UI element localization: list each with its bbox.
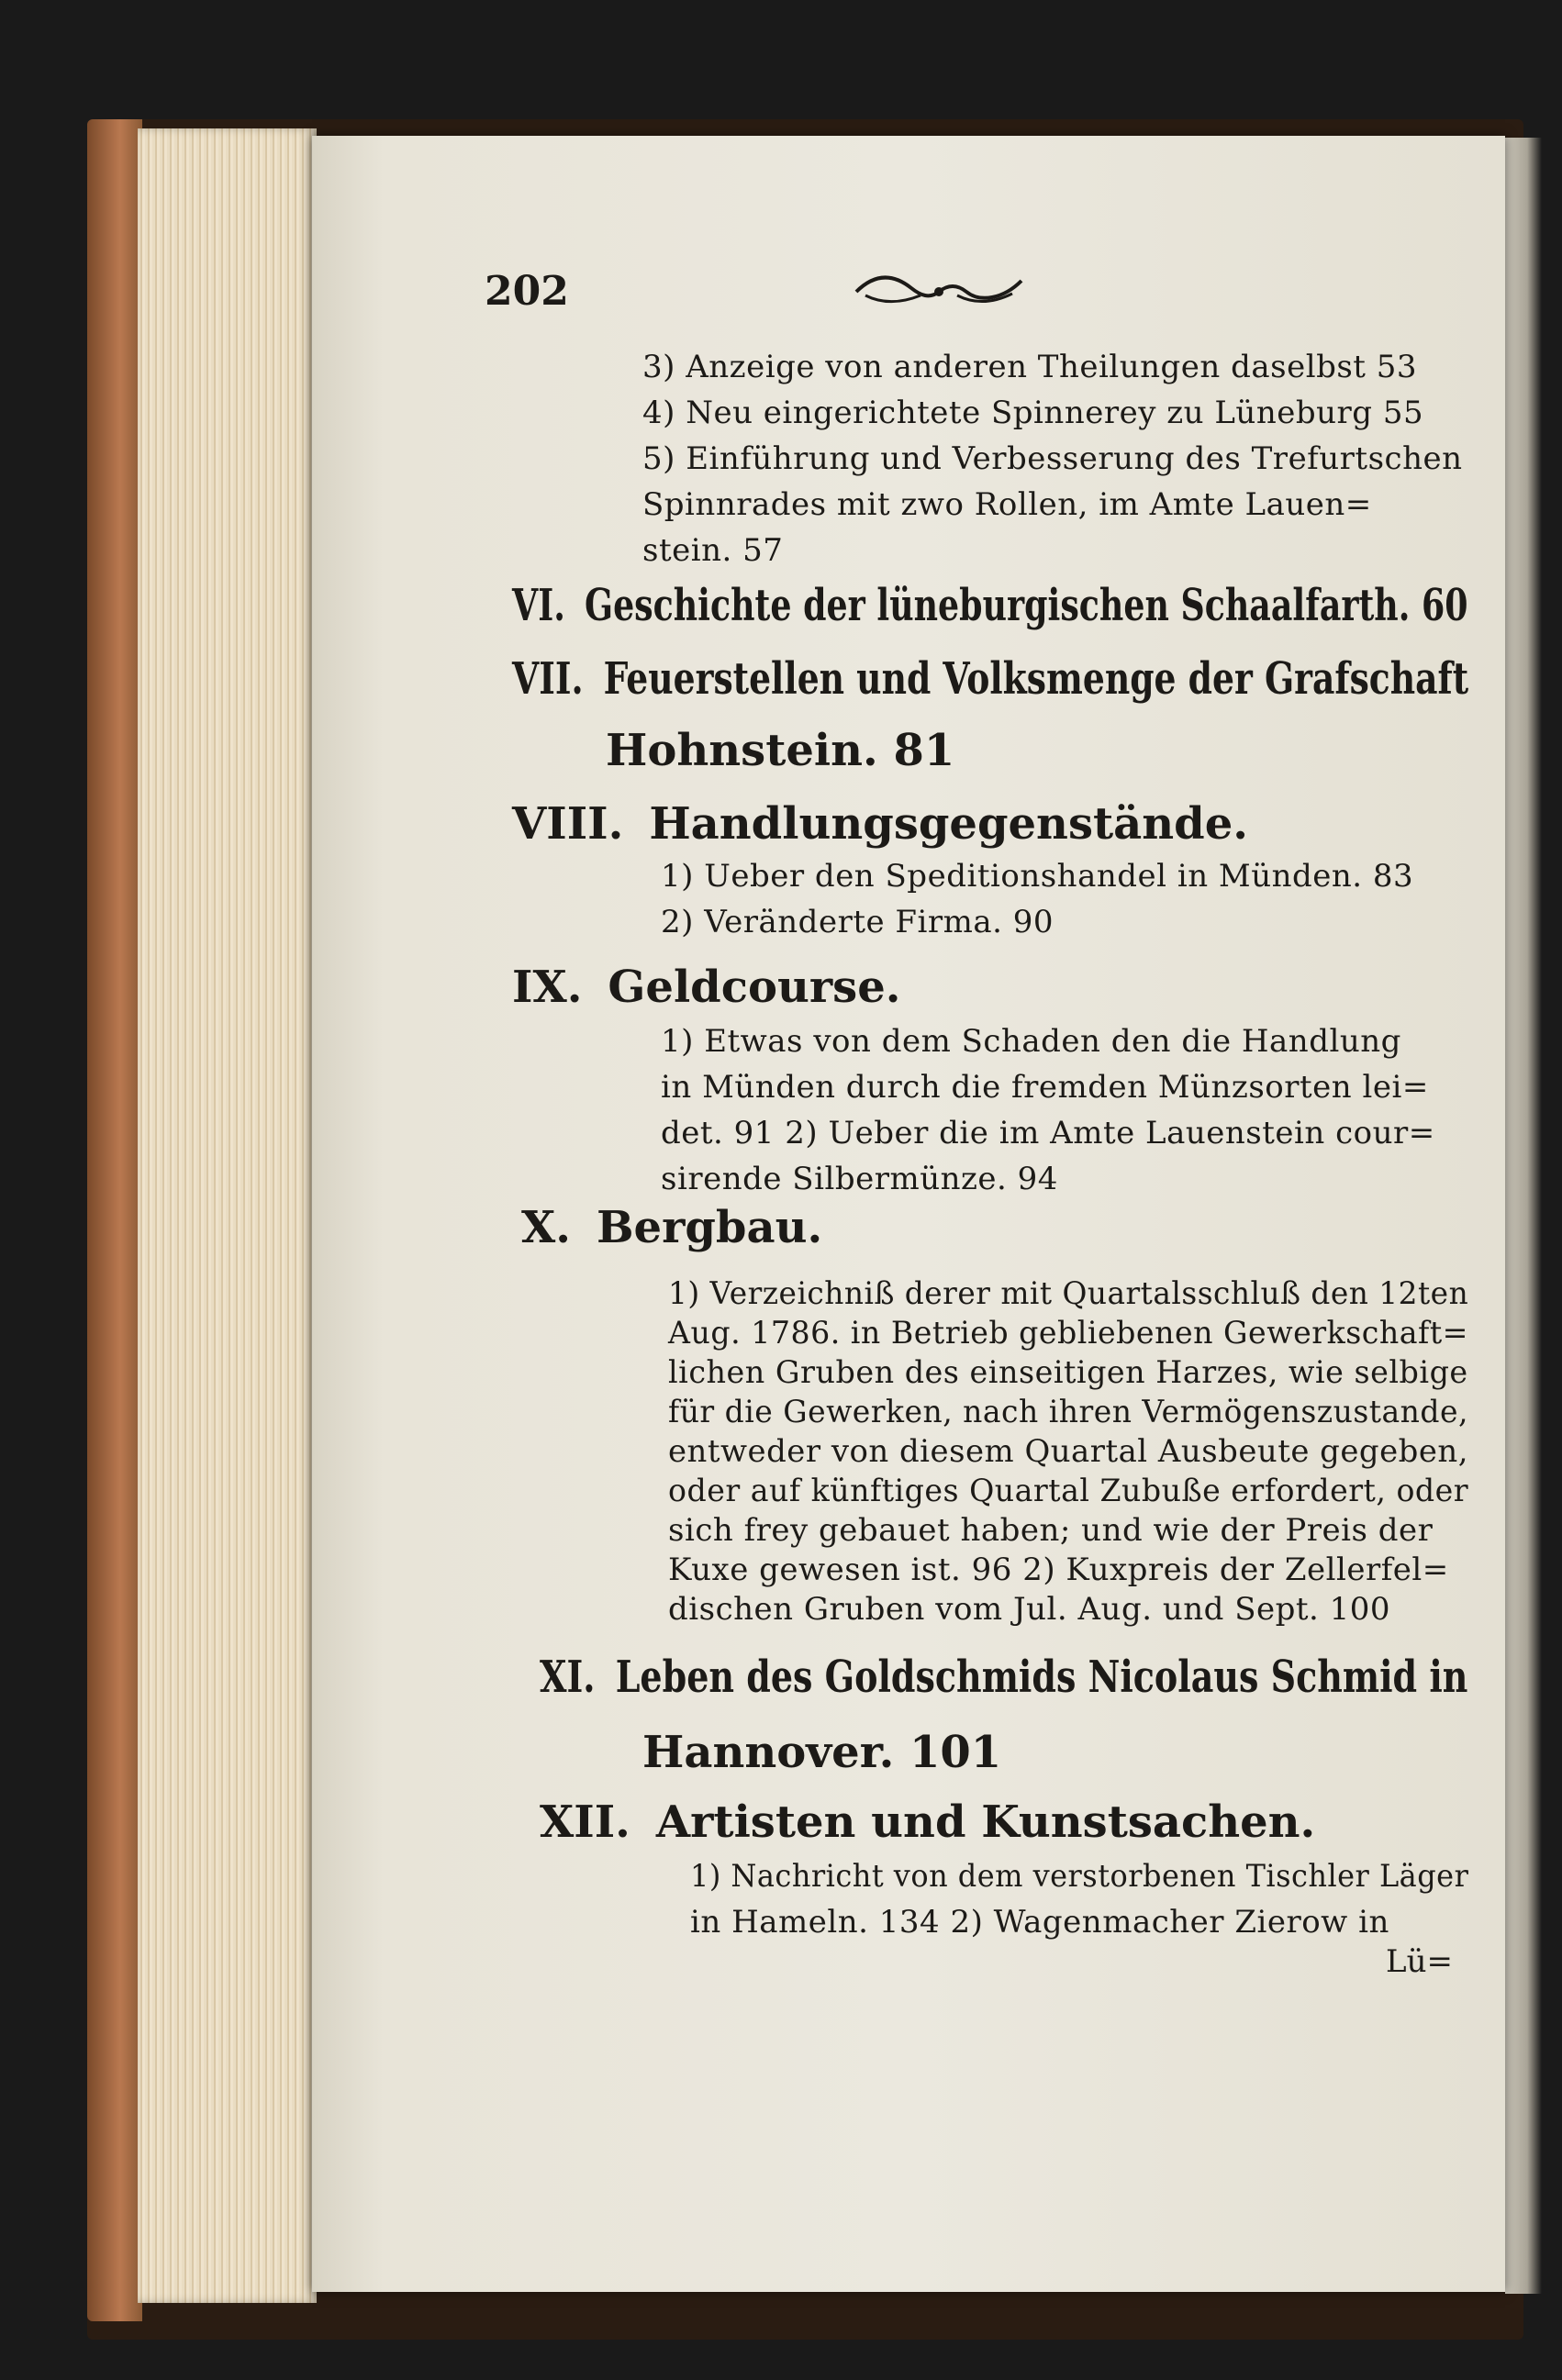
section-title-continued: Hannover. 101 [642, 1727, 1002, 1778]
section-title: Handlungsgegenstände. [649, 798, 1248, 850]
list-item: sich frey gebauet haben; und wie der Preis der [668, 1512, 1434, 1549]
section-heading [540, 1796, 1315, 1848]
list-item: oder auf künftiges Quartal Zubuße erfordert, oder [668, 1473, 1469, 1509]
section-heading [512, 580, 1468, 631]
list-item: stein. 57 [642, 532, 784, 569]
section-title: Geldcourse. [608, 962, 901, 1013]
section-heading [512, 653, 1468, 705]
section-title: Geschichte der lüneburgischen Schaalfarth. 60 [585, 580, 1468, 631]
section-title: Feuerstellen und Volksmenge der Grafschaft [603, 653, 1469, 705]
list-item: 3) Anzeige von anderen Theilungen daselbst 53 [642, 349, 1418, 385]
section-title: Bergbau. [596, 1202, 823, 1253]
list-item: 4) Neu eingerichtete Spinnerey zu Lüneburg 55 [642, 395, 1424, 431]
section-number: XI. [540, 1652, 596, 1703]
list-item: entweder von diesem Quartal Ausbeute gegeben, [668, 1433, 1469, 1470]
list-item: 5) Einführung und Verbesserung des Trefurtschen [642, 440, 1463, 477]
list-item: 1) Etwas von dem Schaden den die Handlung [661, 1023, 1401, 1060]
list-item: dischen Gruben vom Jul. Aug. und Sept. 100 [668, 1591, 1391, 1628]
section-heading [512, 962, 900, 1013]
section-number: VIII. [512, 798, 624, 850]
section-title: Artisten und Kunstsachen. [655, 1796, 1316, 1848]
list-item: Kuxe gewesen ist. 96 2) Kuxpreis der Zellerfel= [668, 1551, 1449, 1588]
section-title: Leben des Goldschmids Nicolaus Schmid in [615, 1652, 1468, 1703]
page-number: 202 [485, 268, 569, 315]
list-item: 1) Verzeichniß derer mit Quartalsschluß den 12ten [668, 1275, 1469, 1312]
list-item: det. 91 2) Ueber die im Amte Lauenstein cour= [661, 1115, 1435, 1151]
catchword: Lü= [1386, 1943, 1453, 1980]
section-number: VII. [512, 653, 584, 705]
list-item: für die Gewerken, nach ihren Vermögenszustande, [668, 1394, 1468, 1430]
list-item: 1) Ueber den Speditionshandel in Münden. 83 [661, 858, 1414, 895]
list-item: Aug. 1786. in Betrieb gebliebenen Gewerkschaft= [668, 1315, 1469, 1351]
section-heading [512, 798, 1248, 850]
section-number: X. [521, 1202, 571, 1253]
section-number: IX. [512, 962, 583, 1013]
section-number: XII. [540, 1796, 630, 1848]
list-item: 2) Veränderte Firma. 90 [661, 904, 1054, 940]
list-item: Spinnrades mit zwo Rollen, im Amte Lauen= [642, 486, 1372, 523]
list-item: in Münden durch die fremden Münzsorten lei= [661, 1069, 1429, 1106]
list-item: in Hameln. 134 2) Wagenmacher Zierow in [690, 1904, 1389, 1941]
list-item: 1) Nachricht von dem verstorbenen Tischler Läger [690, 1858, 1469, 1895]
section-number: VI. [512, 580, 565, 631]
section-heading [521, 1202, 822, 1253]
section-heading [540, 1652, 1467, 1703]
section-title-continued: Hohnstein. 81 [606, 725, 955, 776]
list-item: sirende Silbermünze. 94 [661, 1161, 1058, 1197]
list-item: lichen Gruben des einseitigen Harzes, wie selbige [668, 1354, 1468, 1391]
